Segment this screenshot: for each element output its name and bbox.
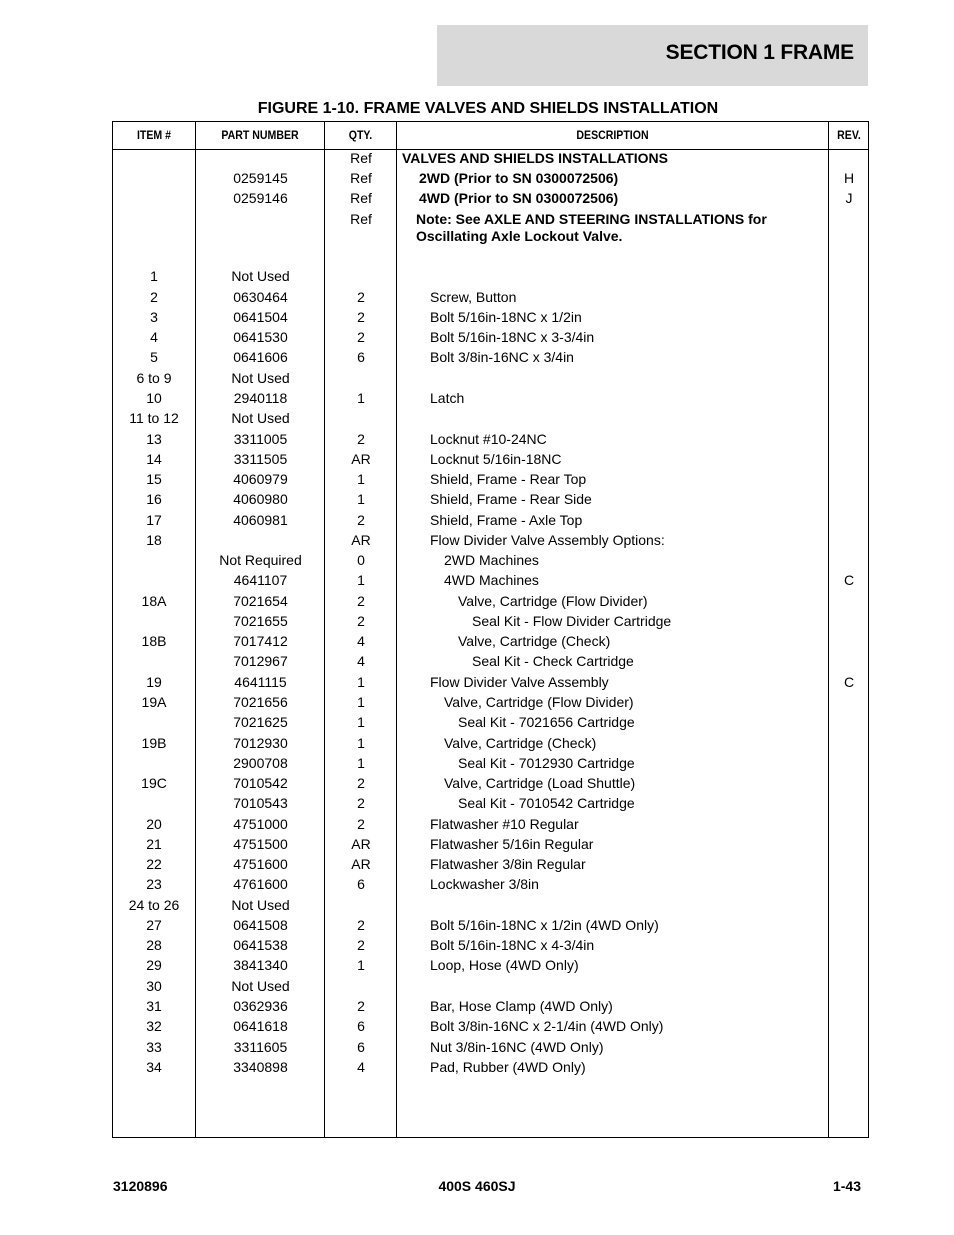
item-number-cell: 30	[146, 978, 162, 994]
description-cell: Oscillating Axle Lockout Valve.	[416, 228, 623, 244]
table-row	[113, 816, 868, 836]
table-row	[113, 714, 868, 734]
part-number-cell: 7017412	[233, 633, 288, 649]
item-number-cell: 2	[150, 289, 158, 305]
description-cell: 2WD (Prior to SN 0300072506)	[419, 170, 619, 186]
item-number-cell: 16	[146, 491, 162, 507]
table-row	[113, 532, 868, 552]
quantity-cell: 4	[357, 653, 365, 669]
item-number-cell: 17	[146, 512, 162, 528]
description-cell: Shield, Frame - Rear Top	[430, 471, 587, 487]
description-cell: Locknut #10-24NC	[430, 431, 547, 447]
description-cell: Loop, Hose (4WD Only)	[430, 957, 579, 973]
description-cell: Seal Kit - 7012930 Cartridge	[458, 755, 635, 771]
footer-doc-number: 3120896	[113, 1178, 168, 1194]
quantity-cell: 2	[357, 795, 365, 811]
table-row	[113, 917, 868, 937]
item-number-cell: 20	[146, 816, 162, 832]
part-number-cell: 0641538	[233, 937, 288, 953]
part-number-cell: 7021654	[233, 593, 288, 609]
table-row	[113, 674, 868, 694]
description-cell: Nut 3/8in-16NC (4WD Only)	[430, 1039, 604, 1055]
table-row	[113, 431, 868, 451]
table-row	[113, 451, 868, 471]
quantity-cell: 4	[357, 633, 365, 649]
description-cell: Seal Kit - Flow Divider Cartridge	[472, 613, 672, 629]
quantity-cell: 2	[357, 309, 365, 325]
table-row	[113, 1059, 868, 1079]
table-row	[113, 593, 868, 613]
part-number-cell: 0641618	[233, 1018, 288, 1034]
quantity-cell: 1	[357, 735, 365, 751]
revision-cell: C	[843, 572, 855, 588]
description-cell: Bolt 5/16in-18NC x 1/2in	[430, 309, 582, 325]
item-number-cell: 22	[146, 856, 162, 872]
item-number-cell: 27	[146, 917, 162, 933]
part-number-cell: 4751000	[233, 816, 288, 832]
item-number-cell: 18A	[141, 593, 167, 609]
description-cell: 4WD Machines	[444, 572, 539, 588]
part-number-cell: 4060980	[233, 491, 288, 507]
part-number-cell: 7012930	[233, 735, 288, 751]
item-number-cell: 19	[146, 674, 162, 690]
item-number-cell: 6 to 9	[136, 370, 172, 386]
description-cell: Seal Kit - 7010542 Cartridge	[458, 795, 635, 811]
description-cell: Valve, Cartridge (Load Shuttle)	[444, 775, 636, 791]
quantity-cell: 6	[357, 1039, 365, 1055]
part-number-cell: 2900708	[233, 755, 288, 771]
quantity-cell: 2	[357, 512, 365, 528]
item-number-cell: 23	[146, 876, 162, 892]
item-number-cell: 28	[146, 937, 162, 953]
item-number-cell: 1	[150, 268, 158, 284]
table-row	[113, 633, 868, 653]
quantity-cell: 2	[357, 431, 365, 447]
quantity-cell: 1	[357, 471, 365, 487]
description-cell: Seal Kit - Check Cartridge	[472, 653, 634, 669]
parts-table	[112, 121, 869, 1138]
description-cell: Pad, Rubber (4WD Only)	[430, 1059, 586, 1075]
table-row	[113, 998, 868, 1018]
item-number-cell: 14	[146, 451, 162, 467]
table-row	[113, 755, 868, 775]
table-row	[113, 653, 868, 673]
quantity-cell: 2	[357, 613, 365, 629]
description-cell: Bolt 3/8in-16NC x 3/4in	[430, 349, 574, 365]
quantity-cell: 1	[357, 755, 365, 771]
item-number-cell: 18	[146, 532, 162, 548]
part-number-cell: 4751600	[233, 856, 288, 872]
part-number-cell: 3311505	[233, 451, 288, 467]
table-row	[113, 735, 868, 755]
part-number-cell: 0641606	[233, 349, 288, 365]
description-cell: Flatwasher 3/8in Regular	[430, 856, 586, 872]
quantity-cell: Ref	[350, 170, 372, 186]
part-number-cell: 0641530	[233, 329, 288, 345]
column-header-rev: REV.	[837, 128, 861, 142]
revision-cell: J	[845, 190, 853, 206]
table-row	[113, 957, 868, 977]
item-number-cell: 31	[146, 998, 162, 1014]
revision-cell: C	[843, 674, 855, 690]
quantity-cell: Ref	[350, 211, 372, 227]
description-cell: Flow Divider Valve Assembly Options:	[430, 532, 665, 548]
description-cell: Valve, Cartridge (Check)	[458, 633, 611, 649]
quantity-cell: 0	[357, 552, 365, 568]
table-row	[113, 471, 868, 491]
description-cell: Flow Divider Valve Assembly	[430, 674, 609, 690]
part-number-cell: 7012967	[233, 653, 288, 669]
description-cell: Note: See AXLE AND STEERING INSTALLATIONS for	[416, 211, 767, 227]
item-number-cell: 33	[146, 1039, 162, 1055]
quantity-cell: 2	[357, 937, 365, 953]
description-cell: Bolt 5/16in-18NC x 3-3/4in	[430, 329, 595, 345]
quantity-cell: 1	[357, 957, 365, 973]
quantity-cell: 1	[357, 674, 365, 690]
item-number-cell: 34	[146, 1059, 162, 1075]
quantity-cell: 2	[357, 998, 365, 1014]
part-number-cell: 0362936	[233, 998, 288, 1014]
quantity-cell: Ref	[350, 190, 372, 206]
description-cell: Shield, Frame - Axle Top	[430, 512, 583, 528]
description-cell: Valve, Cartridge (Flow Divider)	[458, 593, 648, 609]
description-cell: Screw, Button	[430, 289, 517, 305]
description-cell: Shield, Frame - Rear Side	[430, 491, 592, 507]
item-number-cell: 18B	[141, 633, 167, 649]
footer-page-number: 1-43	[832, 1178, 861, 1194]
part-number-cell: 7010542	[233, 775, 288, 791]
part-number-cell: 4060981	[233, 512, 288, 528]
part-number-cell: 3311605	[233, 1039, 288, 1055]
column-header-qty: QTY.	[348, 128, 373, 142]
part-number-cell: Not Required	[219, 552, 302, 568]
part-number-cell: 4641115	[234, 674, 287, 690]
quantity-cell: 6	[357, 1018, 365, 1034]
item-number-cell: 13	[146, 431, 162, 447]
table-row	[113, 309, 868, 329]
description-cell: Flatwasher #10 Regular	[430, 816, 579, 832]
part-number-cell: 2940118	[233, 390, 288, 406]
quantity-cell: 1	[357, 714, 365, 730]
part-number-cell: Not Used	[231, 978, 290, 994]
table-row	[113, 190, 868, 210]
section-title: SECTION 1 FRAME	[665, 41, 854, 64]
part-number-cell: 7021656	[233, 694, 288, 710]
description-cell: 4WD (Prior to SN 0300072506)	[419, 190, 619, 206]
table-row	[113, 390, 868, 410]
table-row	[113, 150, 868, 170]
quantity-cell: 1	[357, 390, 365, 406]
table-row	[113, 1039, 868, 1059]
table-row	[113, 897, 868, 917]
description-cell: Valve, Cartridge (Check)	[444, 735, 597, 751]
description-cell: Latch	[430, 390, 465, 406]
column-header-item: ITEM #	[136, 128, 172, 142]
part-number-cell: 0259145	[233, 170, 288, 186]
table-row	[113, 856, 868, 876]
quantity-cell: 1	[357, 491, 365, 507]
part-number-cell: Not Used	[231, 370, 290, 386]
item-number-cell: 15	[146, 471, 162, 487]
item-number-cell: 3	[150, 309, 158, 325]
quantity-cell: 2	[357, 816, 365, 832]
item-number-cell: 19B	[141, 735, 167, 751]
description-cell: Lockwasher 3/8in	[430, 876, 539, 892]
description-cell: Seal Kit - 7021656 Cartridge	[458, 714, 635, 730]
table-row	[113, 1018, 868, 1038]
description-cell: VALVES AND SHIELDS INSTALLATIONS	[402, 150, 669, 166]
description-cell: Bolt 3/8in-16NC x 2-1/4in (4WD Only)	[430, 1018, 664, 1034]
item-number-cell: 4	[150, 329, 158, 345]
quantity-cell: 2	[357, 593, 365, 609]
quantity-cell: 1	[357, 694, 365, 710]
quantity-cell: 2	[357, 289, 365, 305]
part-number-cell: Not Used	[231, 897, 290, 913]
quantity-cell: 2	[357, 775, 365, 791]
part-number-cell: Not Used	[231, 410, 290, 426]
part-number-cell: 7021625	[233, 714, 288, 730]
figure-title: FIGURE 1-10. FRAME VALVES AND SHIELDS INSTALLATION	[257, 100, 719, 117]
part-number-cell: 0641508	[233, 917, 288, 933]
description-cell: Bar, Hose Clamp (4WD Only)	[430, 998, 613, 1014]
column-header-description: DESCRIPTION	[576, 128, 649, 142]
part-number-cell: 4641107	[233, 572, 288, 588]
item-number-cell: 11 to 12	[129, 410, 179, 426]
quantity-cell: Ref	[350, 150, 372, 166]
part-number-cell: 0259146	[233, 190, 288, 206]
part-number-cell: 0641504	[233, 309, 288, 325]
quantity-cell: 6	[357, 876, 365, 892]
quantity-cell: AR	[351, 836, 371, 852]
description-cell: Bolt 5/16in-18NC x 1/2in (4WD Only)	[430, 917, 659, 933]
table-row	[113, 289, 868, 309]
table-row	[113, 552, 868, 572]
part-number-cell: 4761600	[233, 876, 288, 892]
description-cell: 2WD Machines	[444, 552, 539, 568]
table-row	[113, 268, 868, 288]
item-number-cell: 32	[146, 1018, 162, 1034]
quantity-cell: 4	[357, 1059, 365, 1075]
table-row	[113, 170, 868, 190]
quantity-cell: 6	[357, 349, 365, 365]
table-row	[113, 410, 868, 430]
quantity-cell: 2	[357, 917, 365, 933]
part-number-cell: 3841340	[233, 957, 288, 973]
section-banner	[437, 25, 868, 86]
item-number-cell: 21	[146, 836, 162, 852]
table-row	[113, 370, 868, 390]
part-number-cell: 3340898	[233, 1059, 288, 1075]
table-row	[113, 876, 868, 896]
description-cell: Valve, Cartridge (Flow Divider)	[444, 694, 634, 710]
table-row	[113, 613, 868, 633]
item-number-cell: 19A	[141, 694, 167, 710]
table-row	[113, 978, 868, 998]
part-number-cell: 4060979	[233, 471, 288, 487]
revision-cell: H	[843, 170, 855, 186]
table-row	[113, 937, 868, 957]
item-number-cell: 24 to 26	[128, 897, 180, 913]
quantity-cell: AR	[351, 856, 371, 872]
item-number-cell: 19C	[141, 775, 167, 791]
item-number-cell: 10	[146, 390, 162, 406]
footer-model: 400S 460SJ	[438, 1178, 516, 1194]
column-header-part-number: PART NUMBER	[221, 128, 299, 142]
part-number-cell: 4751500	[233, 836, 288, 852]
part-number-cell: 7021655	[233, 613, 288, 629]
table-row	[113, 349, 868, 369]
description-cell: Locknut 5/16in-18NC	[430, 451, 562, 467]
quantity-cell: 1	[357, 572, 365, 588]
table-row	[113, 572, 868, 592]
part-number-cell: 7010543	[233, 795, 288, 811]
table-row	[113, 795, 868, 815]
table-row	[113, 512, 868, 532]
part-number-cell: 3311005	[233, 431, 288, 447]
quantity-cell: AR	[351, 451, 371, 467]
table-row	[113, 836, 868, 856]
table-row	[113, 491, 868, 511]
quantity-cell: AR	[351, 532, 371, 548]
table-row	[113, 329, 868, 349]
part-number-cell: Not Used	[231, 268, 290, 284]
item-number-cell: 5	[150, 349, 158, 365]
table-row	[113, 694, 868, 714]
part-number-cell: 0630464	[233, 289, 288, 305]
table-row	[113, 775, 868, 795]
description-cell: Flatwasher 5/16in Regular	[430, 836, 594, 852]
table-row	[113, 228, 868, 248]
item-number-cell: 29	[146, 957, 162, 973]
description-cell: Bolt 5/16in-18NC x 4-3/4in	[430, 937, 595, 953]
quantity-cell: 2	[357, 329, 365, 345]
